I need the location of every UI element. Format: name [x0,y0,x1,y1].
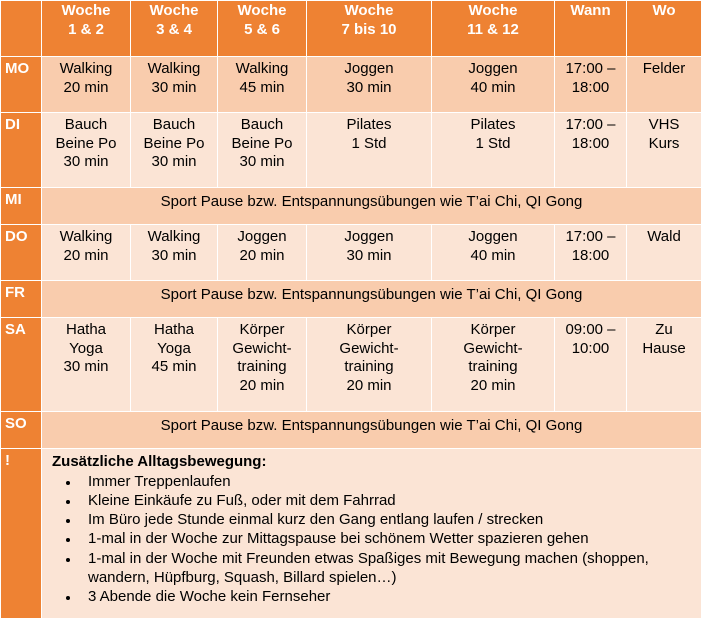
cell-week-3-4 [131,225,218,281]
cell-line: 30 min [307,79,431,98]
cell-week-5-6 [218,113,307,188]
cell-line: Joggen [307,228,431,247]
cell-line: Walking [131,228,217,247]
header-week-3-4 [131,1,218,57]
day-label: DO [1,225,42,281]
cell-line: Gewicht- [432,340,554,359]
cell-line: 30 min [131,79,217,98]
cell-line: 30 min [42,153,130,172]
cell-week-5-6 [218,57,307,113]
row-thursday [1,225,701,281]
cell-week-5-6 [218,318,307,412]
list-item: • Kleine Einkäufe zu Fuß, oder mit dem Fahrrad [80,491,697,510]
cell-line: Pilates [307,116,431,135]
cell-line: Pilates [432,116,554,135]
cell-line: Woche [42,2,130,21]
cell-wann [555,113,627,188]
cell-week-11-12 [432,225,555,281]
cell-line: Körper [307,321,431,340]
cell-line: Joggen [218,228,306,247]
day-label: MI [1,188,42,225]
header-week-11-12 [432,1,555,57]
cell-wo [627,318,701,412]
cell-line: 1 Std [432,135,554,154]
cell-line: 7 bis 10 [307,21,431,40]
cell-line: Hause [627,340,701,359]
cell-week-11-12 [432,318,555,412]
cell-line: Zu [627,321,701,340]
header-week-1-2 [42,1,131,57]
cell-week-7-10 [307,318,432,412]
cell-line: 20 min [218,377,306,396]
cell-line: 30 min [42,358,130,377]
cell-line: Gewicht- [218,340,306,359]
cell-week-3-4 [131,57,218,113]
cell-line: 30 min [131,153,217,172]
pause-cell: Sport Pause bzw. Entspannungsübungen wie T’ai Chi, QI Gong [42,281,701,318]
cell-line: Hatha [131,321,217,340]
cell-week-3-4 [131,113,218,188]
cell-line: training [218,358,306,377]
cell-line: Walking [42,60,130,79]
cell-line: 18:00 [555,247,626,266]
cell-line: Walking [218,60,306,79]
cell-line: VHS [627,116,701,135]
cell-week-5-6 [218,225,307,281]
cell-wo [627,225,701,281]
cell-wo [627,57,701,113]
header-row [1,1,701,57]
cell-line: 09:00 – [555,321,626,340]
list-item: • Im Büro jede Stunde einmal kurz den Gang entlang laufen / strecken [80,510,697,529]
day-label: MO [1,57,42,113]
extra-activity-cell [42,449,701,619]
cell-line: Joggen [307,60,431,79]
cell-line: 40 min [432,247,554,266]
cell-line: 30 min [307,247,431,266]
cell-week-1-2 [42,225,131,281]
cell-line: Woche [218,2,306,21]
cell-line: Kurs [627,135,701,154]
cell-line: Joggen [432,60,554,79]
cell-line: Beine Po [42,135,130,154]
cell-line: 40 min [432,79,554,98]
row-tuesday [1,113,701,188]
cell-line: training [307,358,431,377]
cell-line: Yoga [131,340,217,359]
cell-line: 17:00 – [555,60,626,79]
row-extra [1,449,701,619]
header-week-7-10 [307,1,432,57]
cell-line: 17:00 – [555,228,626,247]
cell-week-11-12 [432,57,555,113]
cell-line: Hatha [42,321,130,340]
list-item: • 3 Abende die Woche kein Fernseher [80,587,697,606]
cell-week-7-10 [307,57,432,113]
cell-line: 18:00 [555,135,626,154]
cell-line: 20 min [42,79,130,98]
cell-line: Walking [131,60,217,79]
cell-line: Joggen [432,228,554,247]
day-label: DI [1,113,42,188]
cell-wann [555,318,627,412]
cell-line: 20 min [307,377,431,396]
header-wann: Wann [555,1,627,57]
cell-line: 17:00 – [555,116,626,135]
header-week-5-6 [218,1,307,57]
cell-line: Woche [432,2,554,21]
day-label: FR [1,281,42,318]
cell-wann [555,225,627,281]
cell-line: Bauch [218,116,306,135]
cell-line: Beine Po [218,135,306,154]
cell-line: Bauch [131,116,217,135]
row-friday [1,281,701,318]
pause-cell: Sport Pause bzw. Entspannungsübungen wie T’ai Chi, QI Gong [42,188,701,225]
list-item: • 1-mal in der Woche mit Freunden etwas Spaßiges mit Bewegung machen (shoppen, wandern, Hüpfburg, Squash, Billard spielen…) [80,549,697,588]
row-sunday [1,412,701,449]
row-monday [1,57,701,113]
cell-line: Walking [42,228,130,247]
list-item: • Immer Treppenlaufen [80,472,697,491]
row-wednesday [1,188,701,225]
cell-wo [627,113,701,188]
cell-line: Felder [627,60,701,79]
cell-line: 3 & 4 [131,21,217,40]
cell-line: Gewicht- [307,340,431,359]
cell-line: Körper [432,321,554,340]
row-saturday [1,318,701,412]
cell-line: Bauch [42,116,130,135]
header-day [1,1,42,57]
cell-line: Wald [627,228,701,247]
day-label: SO [1,412,42,449]
cell-line: 1 Std [307,135,431,154]
cell-line: training [432,358,554,377]
cell-line: 45 min [131,358,217,377]
cell-line: 1 & 2 [42,21,130,40]
pause-cell: Sport Pause bzw. Entspannungsübungen wie T’ai Chi, QI Gong [42,412,701,449]
cell-week-11-12 [432,113,555,188]
cell-line: Woche [307,2,431,21]
cell-line: Beine Po [131,135,217,154]
cell-week-7-10 [307,113,432,188]
cell-week-1-2 [42,318,131,412]
cell-week-3-4 [131,318,218,412]
cell-week-1-2 [42,113,131,188]
cell-line: 18:00 [555,79,626,98]
cell-line: 45 min [218,79,306,98]
cell-line: 20 min [432,377,554,396]
cell-line: Woche [131,2,217,21]
cell-line: 20 min [42,247,130,266]
cell-wann [555,57,627,113]
header-wo: Wo [627,1,701,57]
extra-title: Zusätzliche Alltagsbewegung: [52,453,697,472]
cell-week-7-10 [307,225,432,281]
cell-week-1-2 [42,57,131,113]
list-item: • 1-mal in der Woche zur Mittagspause bei schönem Wetter spazieren gehen [80,529,697,548]
extra-activity-list [52,472,697,607]
cell-line: 10:00 [555,340,626,359]
cell-line: 30 min [131,247,217,266]
cell-line: 5 & 6 [218,21,306,40]
cell-line: 30 min [218,153,306,172]
cell-line: Körper [218,321,306,340]
day-label: ! [1,449,42,619]
day-label: SA [1,318,42,412]
cell-line: Yoga [42,340,130,359]
cell-line: 11 & 12 [432,21,554,40]
cell-line: 20 min [218,247,306,266]
